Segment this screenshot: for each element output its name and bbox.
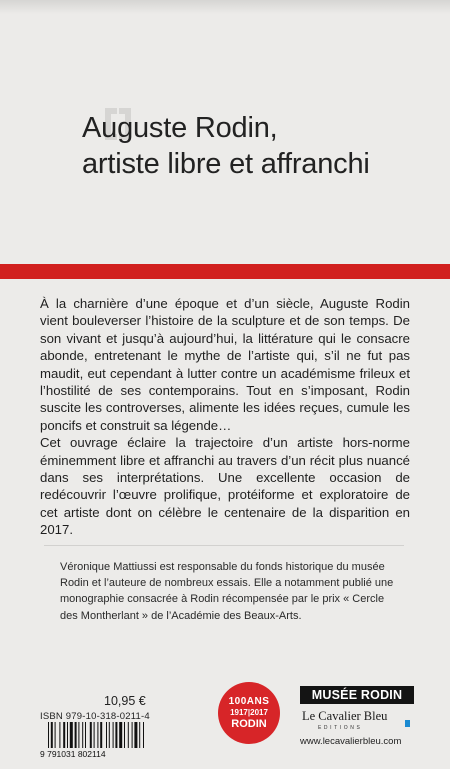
price: 10,95 € <box>104 694 146 708</box>
barcode-bar <box>82 722 83 748</box>
divider <box>44 545 404 546</box>
barcode-bar <box>100 722 102 748</box>
badge-line-2: 1917|2017 <box>230 708 268 717</box>
barcode-bar <box>51 722 53 748</box>
musee-rodin-logo: MUSÉE RODIN <box>300 686 414 704</box>
barcode-bar <box>70 722 73 748</box>
publisher-mark-icon <box>405 720 410 727</box>
barcode-bar <box>119 722 122 748</box>
barcode-bar <box>132 722 133 748</box>
centenary-badge <box>218 682 280 744</box>
barcode-bar <box>115 722 117 748</box>
barcode <box>40 722 172 758</box>
blurb-paragraph-1: À la charnière d’une époque et d’un siècle, Auguste Rodin vient bouleverser l’histoire de la sculpture et de son temps. De son vivant et jusqu’à aujourd’hui, la littérature qui le consacre abonde, entretenant le mythe de l’artiste qui, s’il ne fut pas maudit, eut cependant à lutter contre un académisme frileux et l’hostilité de ses contemporains. Tout en s’imposant, Rodin suscite les controverses, alimente les idées reçues, cumule les poncifs et construit sa légende… <box>40 296 410 433</box>
barcode-bar <box>128 722 129 748</box>
barcode-bar <box>97 722 98 748</box>
barcode-bar <box>94 722 95 748</box>
barcode-bar <box>63 722 65 748</box>
isbn: ISBN 979-10-318-0211-4 <box>40 711 150 722</box>
barcode-bar <box>59 722 60 748</box>
barcode-bar <box>143 722 144 748</box>
publisher-sub: EDITIONS <box>318 725 363 731</box>
title-line-1: Auguste Rodin, <box>82 112 278 144</box>
barcode-bar <box>109 722 110 748</box>
barcode-bar <box>124 722 125 748</box>
red-band <box>0 264 450 279</box>
book-blurb <box>40 295 410 539</box>
author-bio: Véronique Mattiussi est responsable du fonds historique du musée Rodin et l’auteure de nombreux essais. Elle a notamment publié une monographie consacrée à Rodin récompensée par le prix « Cercle des Montherlant » de l’Académie des Beaux-Arts. <box>60 561 394 622</box>
barcode-bar <box>113 722 114 748</box>
barcode-bar <box>55 722 56 748</box>
barcode-bar <box>106 722 107 748</box>
barcode-bar <box>139 722 140 748</box>
barcode-bar <box>75 722 77 748</box>
badge-line-1: 100ANS <box>228 696 270 707</box>
barcode-bar <box>78 722 79 748</box>
top-shadow <box>0 0 450 14</box>
barcode-bar <box>67 722 68 748</box>
barcode-bar <box>48 722 49 748</box>
barcode-bar <box>85 722 86 748</box>
blurb-paragraph-2: Cet ouvrage éclaire la trajectoire d’un artiste hors-norme éminemment libre et affranchi au travers d’un récit plus nuancé dans ses interprétations. Une excellente occasion de redécouvrir l’œuvre prolifique, protéiforme et exploratoire de cet artiste dont on célèbre le centenaire de la disparition en 2017. <box>40 435 410 538</box>
book-title <box>82 110 370 182</box>
title-line-2: artiste libre et affranchi <box>82 148 370 180</box>
barcode-bar <box>90 722 92 748</box>
publisher-name: Le Cavalier Bleu <box>302 709 388 723</box>
barcode-digits: 9 791031 802114 <box>40 749 106 758</box>
badge-line-3: RODIN <box>231 718 267 730</box>
publisher-website: www.lecavalierbleu.com <box>300 736 402 747</box>
barcode-bar <box>134 722 137 748</box>
